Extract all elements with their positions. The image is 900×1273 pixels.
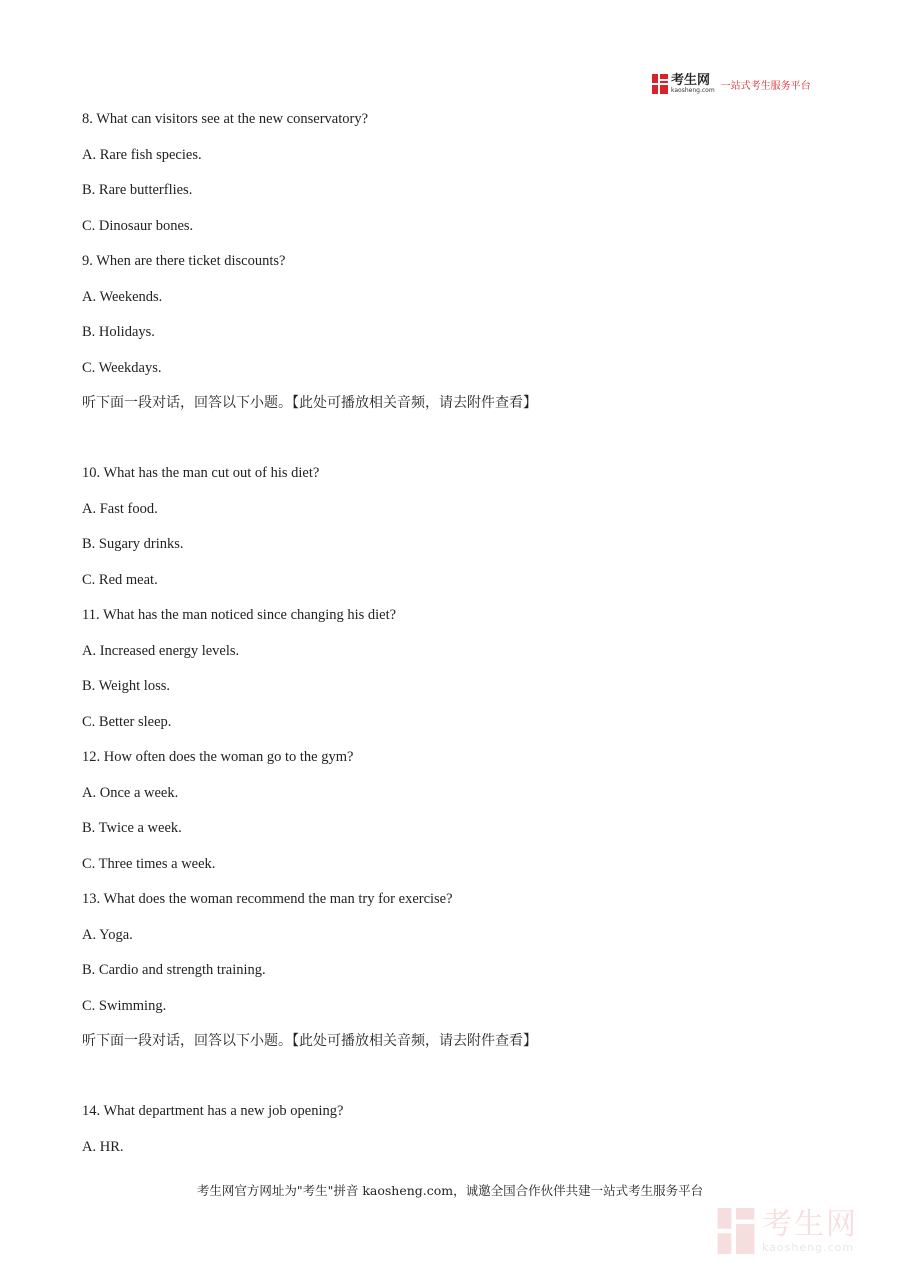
listening-notice: 听下面一段对话，回答以下小题。【此处可播放相关音频，请去附件查看】 (82, 1033, 537, 1049)
option-9b: B. Holidays. (82, 324, 155, 340)
logo-domain: kaosheng.com (671, 87, 715, 94)
option-11a: A. Increased energy levels. (82, 642, 240, 659)
option-12b: B. Twice a week. (82, 820, 182, 836)
kaosheng-logo-icon (652, 74, 668, 94)
option-10b: B. Sugary drinks. (82, 536, 184, 552)
option-11b: B. Weight loss. (82, 678, 170, 694)
option-8a: A. Rare fish species. (82, 146, 202, 163)
watermark-name: 考生网 (762, 1206, 858, 1242)
question-13: 13. What does the woman recommend the man try for exercise? (82, 891, 453, 907)
watermark-text (762, 1206, 858, 1254)
watermark-logo-icon (716, 1208, 756, 1254)
option-12c: C. Three times a week. (82, 855, 216, 872)
option-12a: A. Once a week. (82, 784, 179, 801)
option-9c: C. Weekdays. (82, 359, 162, 376)
logo-text (671, 74, 715, 94)
header-logo (652, 72, 811, 96)
listening-notice: 听下面一段对话，回答以下小题。【此处可播放相关音频，请去附件查看】 (82, 395, 537, 411)
option-13c: C. Swimming. (82, 997, 167, 1014)
option-11c: C. Better sleep. (82, 713, 172, 730)
option-8b: B. Rare butterflies. (82, 182, 193, 198)
question-11: 11. What has the man noticed since changing his diet? (82, 607, 397, 623)
logo-name: 考生网 (671, 73, 711, 88)
question-10: 10. What has the man cut out of his diet? (82, 465, 320, 481)
question-9: 9. When are there ticket discounts? (82, 253, 286, 269)
question-8: 8. What can visitors see at the new conservatory? (82, 111, 369, 127)
footer-text: 考生网官方网址为"考生"拼音 kaosheng.com，诚邀全国合作伙伴共建一站式考生服务平台 (196, 1183, 704, 1198)
document-content (82, 108, 822, 1171)
question-14: 14. What department has a new job opening? (82, 1103, 344, 1119)
option-9a: A. Weekends. (82, 288, 163, 305)
watermark (716, 1206, 886, 1256)
option-14a: A. HR. (82, 1138, 124, 1155)
question-12: 12. How often does the woman go to the gym? (82, 749, 354, 765)
logo-slogan: 一站式考生服务平台 (720, 80, 811, 92)
option-13a: A. Yoga. (82, 926, 133, 943)
option-10c: C. Red meat. (82, 571, 158, 588)
option-8c: C. Dinosaur bones. (82, 217, 194, 234)
option-10a: A. Fast food. (82, 500, 158, 517)
watermark-domain: kaosheng.com (762, 1240, 855, 1254)
option-13b: B. Cardio and strength training. (82, 962, 266, 978)
